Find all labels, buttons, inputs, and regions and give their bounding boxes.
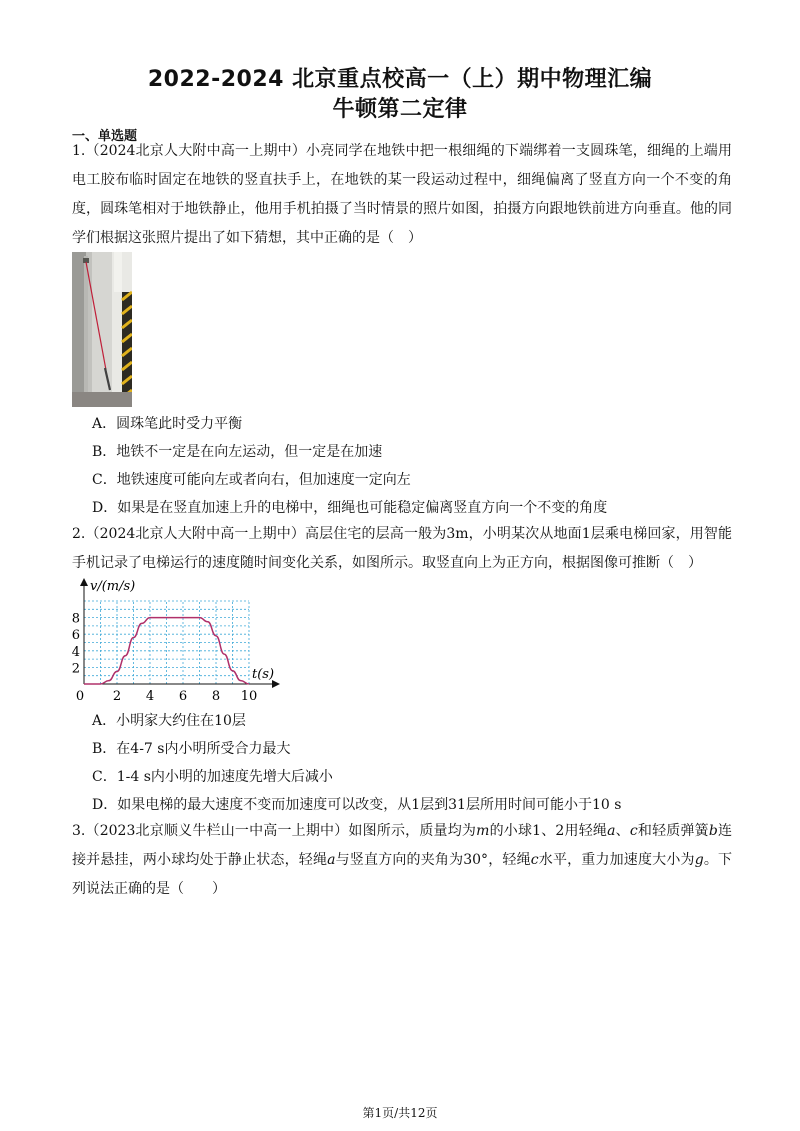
document-subtitle: 牛顿第二定律 xyxy=(332,97,468,122)
x-tick-label: 8 xyxy=(211,689,221,704)
question-2-option-d: D．如果电梯的最大速度不变而加速度可以改变，从1层到31层所用时间可能小于10 s xyxy=(92,797,622,813)
question-1-option-b: B．地铁不一定是在向左运动，但一定是在加速 xyxy=(92,444,383,460)
subway-photo xyxy=(72,252,132,407)
question-2-stem: 2.（2024北京人大附中高一上期中）高层住宅的层高一般为3m，小明某次从地面1层乘电梯回家，用智能手机记录了电梯运行的速度随时间变化关系，如图所示。取竖直向上为正方向，根据图像可推断（ ） xyxy=(72,526,732,571)
x-tick-label: 2 xyxy=(112,689,122,704)
question-1-option-a: A．圆珠笔此时受力平衡 xyxy=(92,416,243,432)
document-title: 2022-2024 北京重点校高一（上）期中物理汇编 xyxy=(147,67,653,92)
y-tick-label: 2 xyxy=(72,661,80,677)
y-tick-label: 6 xyxy=(72,628,80,644)
velocity-time-chart xyxy=(72,578,282,712)
y-tick-label: 8 xyxy=(72,611,80,627)
y-tick-label: 4 xyxy=(72,644,80,660)
chart-grid xyxy=(84,601,249,684)
x-axis-label: t(s) xyxy=(252,667,275,682)
x-tick-label: 10 xyxy=(240,689,258,704)
y-axis-label: v/(m/s) xyxy=(90,579,136,594)
question-2-option-c: C．1-4 s内小明的加速度先增大后减小 xyxy=(92,769,333,785)
question-3-stem: 3.（2023北京顺义牛栏山一中高一上期中）如图所示，质量均为m的小球1、2用轻绳a、c和轻质弹簧b连接并悬挂，两小球均处于静止状态，轻绳a与竖直方向的夹角为30°，轻绳c水平，重力加速度大小为g。下列说法正确的是（ ） xyxy=(72,823,733,897)
section-heading: 一、单选题 xyxy=(72,129,138,144)
page-footer: 第1页/共12页 xyxy=(362,1106,438,1120)
y-axis-arrow xyxy=(80,578,88,586)
question-1-option-c: C．地铁速度可能向左或者向右，但加速度一定向左 xyxy=(92,472,411,488)
question-1-stem: 1.（2024北京人大附中高一上期中）小亮同学在地铁中把一根细绳的下端绑着一支圆珠笔，细绳的上端用电工胶布临时固定在地铁的竖直扶手上，在地铁的某一段运动过程中，细绳偏离了竖直方向一个不变的角度，圆珠笔相对于地铁静止，他用手机拍摄了当时情景的照片如图，拍摄方向跟地铁前进方向垂直。他的同学们根据这张照片提出了如下猜想，其中正确的是（ ） xyxy=(72,143,732,246)
x-tick-label: 4 xyxy=(145,689,155,704)
question-1-option-d: D．如果是在竖直加速上升的电梯中，细绳也可能稳定偏离竖直方向一个不变的角度 xyxy=(92,500,608,516)
question-2-option-a: A．小明家大约住在10层 xyxy=(92,713,246,729)
question-2-option-b: B．在4-7 s内小明所受合力最大 xyxy=(92,741,291,757)
x-tick-label: 0 xyxy=(75,689,85,704)
x-tick-label: 6 xyxy=(178,689,188,704)
